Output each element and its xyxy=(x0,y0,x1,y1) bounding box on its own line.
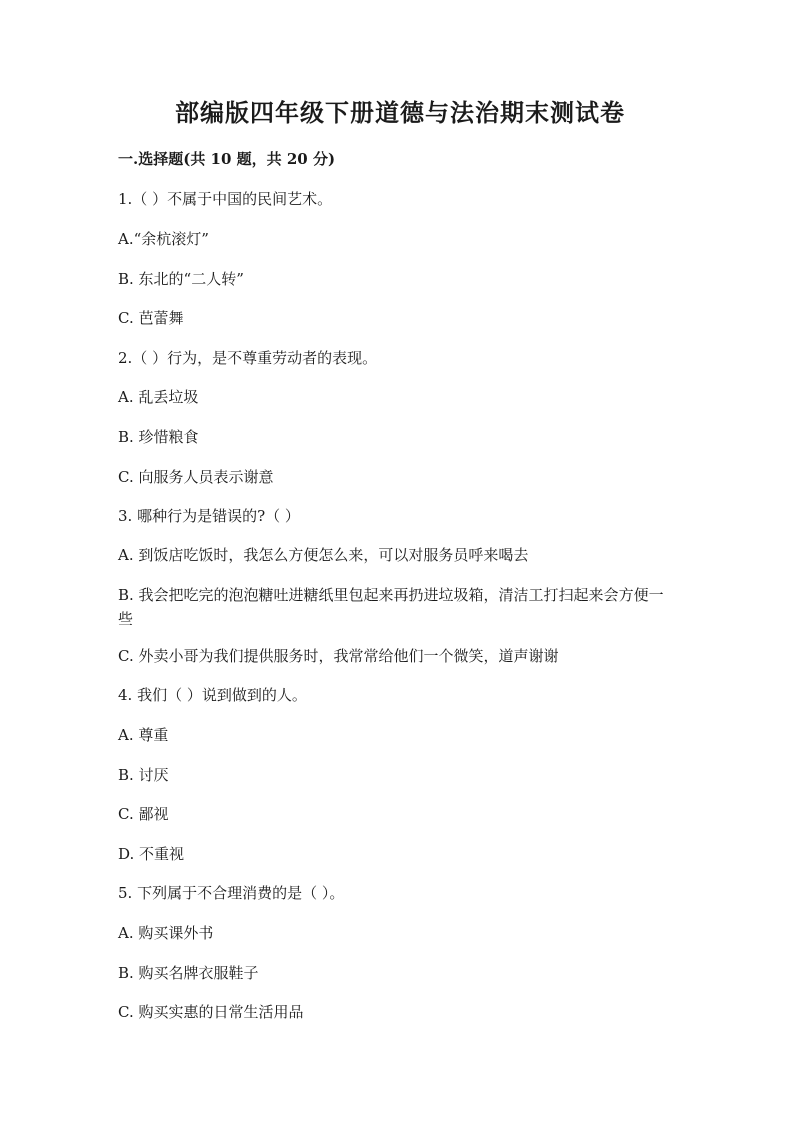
question-1-option-c: C. 芭蕾舞 xyxy=(118,309,184,327)
question-1-option-a: A.“余杭滚灯” xyxy=(118,230,209,248)
question-5-option-c: C. 购买实惠的日常生活用品 xyxy=(118,1003,304,1021)
question-4-option-a: A. 尊重 xyxy=(118,726,169,744)
question-3-option-c: C. 外卖小哥为我们提供服务时，我常常给他们一个微笑，道声谢谢 xyxy=(118,647,559,665)
question-1-option-b: B. 东北的“二人转” xyxy=(118,270,244,288)
question-5-option-a: A. 购买课外书 xyxy=(118,924,214,942)
question-2-stem: 2.（ ）行为，是不尊重劳动者的表现。 xyxy=(118,349,378,367)
question-3-stem: 3. 哪种行为是错误的?（ ） xyxy=(118,507,300,525)
question-3-option-a: A. 到饭店吃饭时，我怎么方便怎么来，可以对服务员呼来喝去 xyxy=(118,546,529,564)
question-4-option-d: D. 不重视 xyxy=(118,845,185,863)
question-4-stem: 4. 我们（ ）说到做到的人。 xyxy=(118,686,307,704)
section-heading: 一.选择题(共 10 题，共 20 分) xyxy=(118,150,336,168)
question-4-option-c: C. 鄙视 xyxy=(118,805,169,823)
question-2-option-b: B. 珍惜粮食 xyxy=(118,428,199,446)
question-5-stem: 5. 下列属于不合理消费的是（ ）。 xyxy=(118,884,345,902)
question-4-option-b: B. 讨厌 xyxy=(118,766,169,784)
question-5-option-b: B. 购买名牌衣服鞋子 xyxy=(118,964,259,982)
page-title: 部编版四年级下册道德与法治期末测试卷 xyxy=(175,98,625,127)
question-1-stem: 1.（ ）不属于中国的民间艺术。 xyxy=(118,190,333,208)
question-2-option-c: C. 向服务人员表示谢意 xyxy=(118,468,274,486)
question-2-option-a: A. 乱丢垃圾 xyxy=(118,388,199,406)
question-3-option-b: B. 我会把吃完的泡泡糖吐进糖纸里包起来再扔进垃圾箱，清洁工打扫起来会方便一些 xyxy=(118,586,664,628)
